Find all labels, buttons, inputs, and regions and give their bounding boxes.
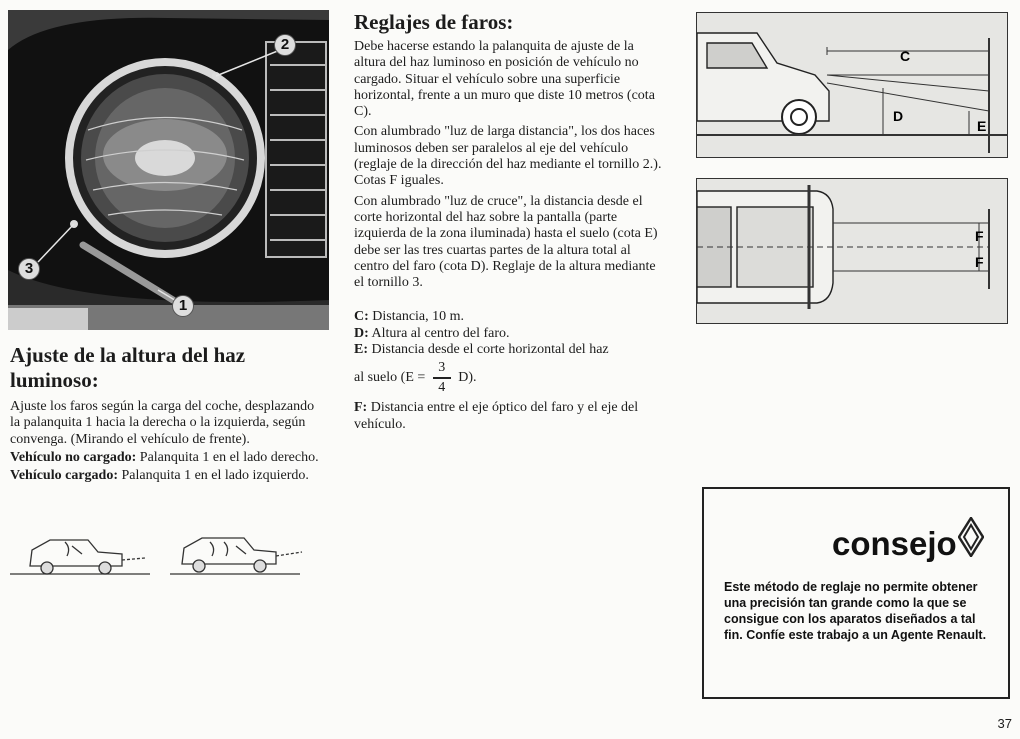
- reglajes-paragraph-2: Con alumbrado "luz de larga distancia", los dos haces luminosos deben ser paralelos al eje del vehículo (reglaje de la dirección del haz mediante el tornillo 2.). Cotas F iguales.: [354, 124, 662, 189]
- legend-e-formula: [354, 360, 664, 396]
- ajuste-paragraph: Ajuste los faros según la carga del coche, desplazando la palanquita 1 hacia la derecha o la izquierda, según convenga. (Mirando el vehículo de frente).: [10, 399, 315, 447]
- no-cargado-label: Vehículo no cargado:: [10, 449, 137, 465]
- label-f-upper: F: [975, 228, 984, 244]
- section-reglajes-title: Reglajes de faros:: [354, 10, 514, 34]
- formula-denominator: 4: [438, 380, 446, 396]
- section-ajuste-title: Ajuste de la altura del haz luminoso:: [10, 343, 246, 392]
- cargado-paragraph: [10, 468, 320, 484]
- formula-suffix: D).: [458, 370, 477, 386]
- top-view-drawing: [697, 179, 1007, 323]
- cargado-text: Palanquita 1 en el lado izquierdo.: [121, 468, 309, 484]
- formula-fraction: [433, 360, 451, 396]
- label-f-lower: F: [975, 254, 984, 270]
- legend-c: [354, 309, 664, 325]
- car-load-sketches: [10, 528, 310, 580]
- page-number: 37: [997, 716, 1012, 731]
- fraction-bar: [433, 377, 451, 379]
- legend-c-key: C:: [354, 309, 369, 325]
- callout-2: 2: [274, 34, 296, 56]
- formula-numerator: 3: [438, 360, 446, 376]
- formula-prefix: al suelo (E =: [354, 370, 426, 386]
- legend-d-key: D:: [354, 325, 369, 341]
- legend-d: [354, 326, 664, 342]
- label-e: E: [977, 118, 987, 134]
- diagram-side-view: [696, 12, 1008, 158]
- legend-e-key: E:: [354, 342, 368, 358]
- callout-1: 1: [172, 295, 194, 317]
- cargado-label: Vehículo cargado:: [10, 468, 118, 484]
- diagram-top-view: [696, 178, 1008, 324]
- legend: [354, 309, 664, 432]
- callout-3: 3: [18, 258, 40, 280]
- section-reglajes: [354, 10, 664, 433]
- no-cargado-paragraph: [10, 450, 320, 466]
- reglajes-paragraph-1: Debe hacerse estando la palanquita de ajuste de la altura del haz luminoso en posición de vehículo no cargado. Situar el vehículo sobre una superficie horizontal, frente a un muro que diste 10 metros (cota C).: [354, 39, 655, 120]
- section-ajuste: [10, 343, 320, 484]
- legend-f-key: F:: [354, 400, 368, 416]
- consejo-title: consejo: [832, 525, 957, 562]
- consejo-box: [702, 487, 1010, 699]
- legend-c-text: Distancia, 10 m.: [372, 309, 465, 325]
- reglajes-paragraph-3: Con alumbrado "luz de cruce", la distancia desde el corte horizontal del haz sobre la pantalla (parte izquierda de la zona iluminada) hasta el suelo (cota E) debe ser las tres cuartas partes de la altura total al centro del faro (cota D). Reglaje de la altura mediante el tornillo 3.: [354, 193, 658, 291]
- no-cargado-text: Palanquita 1 en el lado derecho.: [139, 449, 319, 465]
- headlight-photo: [8, 10, 329, 330]
- legend-e-text: Distancia desde el corte horizontal del haz: [371, 342, 609, 358]
- consejo-text: Este método de reglaje no permite obtener una precisión tan grande como la que se consigue con los aparatos diseñados a tal fin. Confíe este trabajo a un Agente Renault.: [724, 580, 987, 642]
- side-view-drawing: [697, 13, 1007, 157]
- legend-f-text: Distancia entre el eje óptico del faro y el eje del vehículo.: [354, 400, 639, 432]
- headlight-illustration: [8, 10, 329, 330]
- label-d: D: [893, 108, 904, 124]
- legend-d-text: Altura al centro del faro.: [371, 325, 510, 341]
- legend-e: [354, 342, 664, 358]
- label-c: C: [900, 48, 911, 64]
- legend-f: [354, 400, 664, 433]
- renault-logo-icon: [958, 517, 984, 557]
